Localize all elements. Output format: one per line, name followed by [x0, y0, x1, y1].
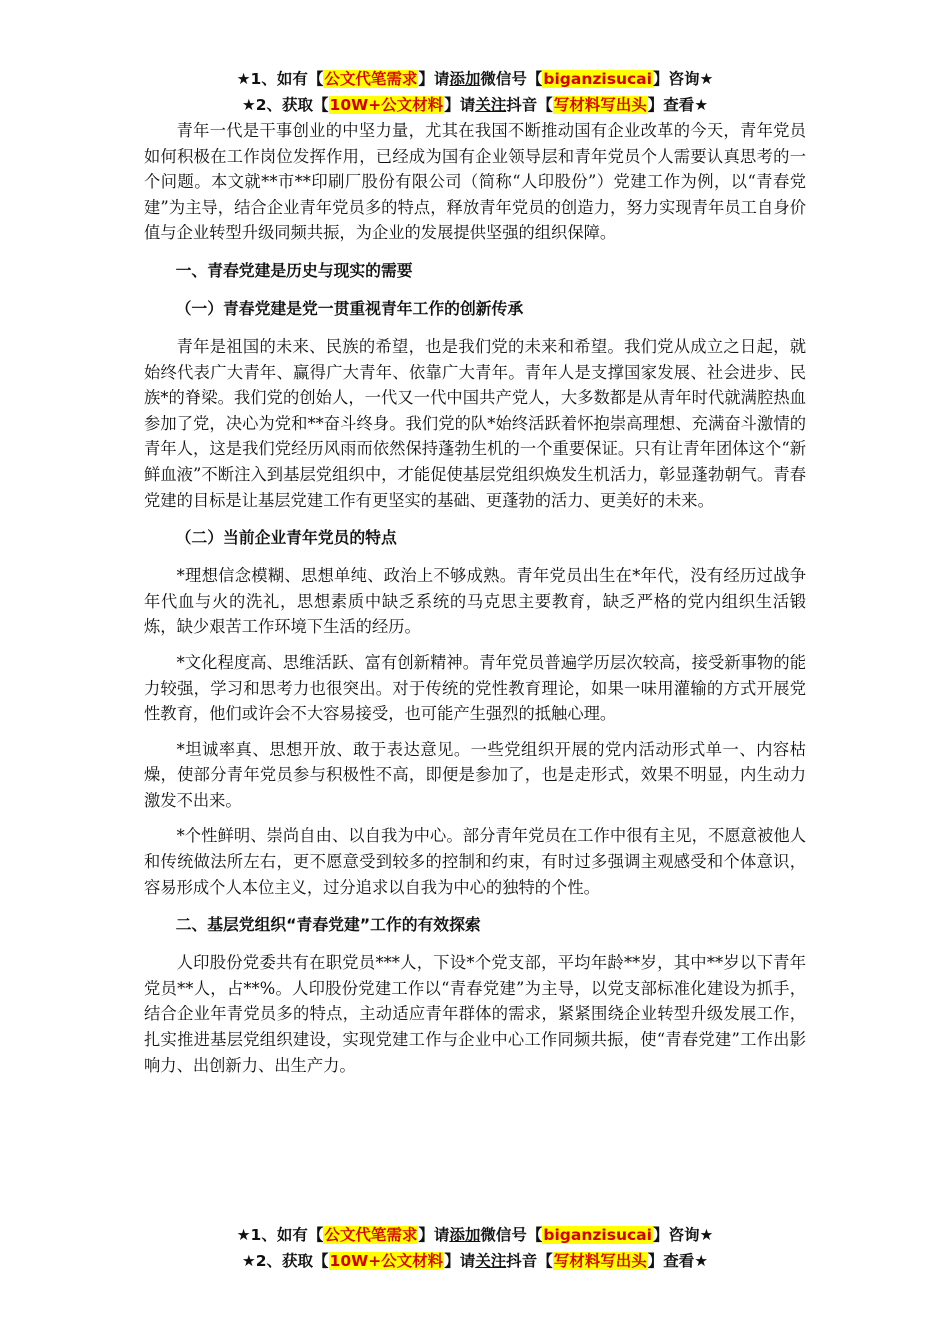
paragraph-trait-1: *理想信念模糊、思想单纯、政治上不够成熟。青年党员出生在*年代，没有经历过战争年代血与火的洗礼，思想素质中缺乏系统的马克思主要教育，缺乏严格的党内组织生活锻炼，缺少艰苦工作环境下生活的经历。: [144, 566, 806, 637]
promo-highlight: 10W+公文材料: [329, 96, 444, 114]
promo-banner-bottom: [144, 1222, 806, 1274]
promo-underline: 添加: [449, 70, 481, 88]
promo-text: ★2、获取【: [241, 1252, 329, 1270]
promo-highlight: biganzisucai: [543, 70, 652, 88]
promo-underline: 添加: [449, 1226, 481, 1244]
promo-text: 】咨询★: [652, 70, 714, 88]
paragraph-youth-history: 青年是祖国的未来、民族的希望，也是我们党的未来和希望。我们党从成立之日起，就始终代表广大青年、赢得广大青年、依靠广大青年。青年人是支撑国家发展、社会进步、民族*的脊梁。我们党的创始人，一代又一代中国共产党人，大多数都是从青年时代就满腔热血参加了党，决心为党和**奋斗终身。我们党的队*始终活跃着怀抱崇高理想、充满奋斗激情的青年人，这是我们党经历风雨而依然保持蓬勃生机的一个重要保证。只有让青年团体这个“新鲜血液”不断注入到基层党组织中，才能促使基层党组织焕发生机活力，彰显蓬勃朝气。青春党建的目标是让基层党建工作有更坚实的基础、更蓬勃的活力、更美好的未来。: [144, 336, 806, 510]
paragraph-trait-3: *坦诚率真、思想开放、敢于表达意见。一些党组织开展的党内活动形式单一、内容枯燥，使部分青年党员参与积极性不高，即便是参加了，也是走形式，效果不明显，内生动力激发不出来。: [144, 739, 806, 810]
promo-line-1: [144, 66, 806, 92]
promo-line-2: [144, 92, 806, 118]
promo-text: ★2、获取【: [241, 96, 329, 114]
document-content: [144, 66, 806, 1078]
section-heading-1: 一、青春党建是历史与现实的需要: [175, 260, 413, 280]
paragraph-exploration: 人印股份党委共有在职党员***人，下设*个党支部，平均年龄**岁，其中**岁以下青年党员**人，占**%。人印股份党建工作以“青春党建”为主导，以党支部标准化建设为抓手，结合企业年青党员多的特点，主动适应青年群体的需求，紧紧围绕企业转型升级发展工作，扎实推进基层党组织建设，实现党建工作与企业中心工作同频共振，使“青春党建”工作出影响力、出创新力、出生产力。: [144, 953, 806, 1075]
intro-paragraph: 青年一代是干事创业的中坚力量，尤其在我国不断推动国有企业改革的今天，青年党员如何积极在工作岗位发挥作用，已经成为国有企业领导层和青年党员个人需要认真思考的一个问题。本文就**市**印刷厂股份有限公司（简称“人印股份”）党建工作为例，以“青春党建”为主导，结合企业青年党员多的特点，释放青年党员的创造力，努力实现青年员工自身价值与企业转型升级同频共振，为企业的发展提供坚强的组织保障。: [144, 121, 806, 243]
promo-highlight: 写材料写出头: [553, 1252, 647, 1270]
promo-text: 】请: [444, 96, 476, 114]
promo-highlight: 公文代笔需求: [324, 70, 418, 88]
subsection-heading-2: （二）当前企业青年党员的特点: [175, 528, 397, 548]
promo-text: ★1、如有【: [236, 70, 324, 88]
promo-text: 】请: [418, 70, 450, 88]
promo-underline: 关注: [475, 1252, 507, 1270]
promo-banner-top: [144, 66, 806, 118]
promo-text: 】请: [444, 1252, 476, 1270]
promo-text: 微信号【: [480, 1226, 543, 1244]
promo-line-1: [144, 1222, 806, 1248]
promo-highlight: 公文代笔需求: [324, 1226, 418, 1244]
promo-text: ★1、如有【: [236, 1226, 324, 1244]
promo-highlight: 10W+公文材料: [329, 1252, 444, 1270]
paragraph-trait-4: *个性鲜明、崇尚自由、以自我为中心。部分青年党员在工作中很有主见，不愿意被他人和传统做法所左右，更不愿意受到较多的控制和约束，有时过多强调主观感受和个体意识，容易形成个人本位主义，过分追求以自我为中心的独特的个性。: [144, 826, 806, 897]
promo-text: 抖音【: [506, 1252, 553, 1270]
subsection-heading-1: （一）青春党建是党一贯重视青年工作的创新传承: [175, 298, 524, 318]
promo-text: 】查看★: [647, 96, 709, 114]
promo-text: 抖音【: [506, 96, 553, 114]
promo-text: 微信号【: [480, 70, 543, 88]
section-heading-2: 二、基层党组织“青春党建”工作的有效探索: [175, 915, 481, 935]
promo-highlight: biganzisucai: [543, 1226, 652, 1244]
promo-highlight: 写材料写出头: [553, 96, 647, 114]
promo-text: 】查看★: [647, 1252, 709, 1270]
promo-line-2: [144, 1248, 806, 1274]
paragraph-trait-2: *文化程度高、思维活跃、富有创新精神。青年党员普遍学历层次较高，接受新事物的能力较强，学习和思考力也很突出。对于传统的党性教育理论，如果一味用灌输的方式开展党性教育，他们或许会不大容易接受，也可能产生强烈的抵触心理。: [144, 652, 806, 724]
promo-underline: 关注: [475, 96, 507, 114]
promo-text: 】请: [418, 1226, 450, 1244]
promo-text: 】咨询★: [652, 1226, 714, 1244]
